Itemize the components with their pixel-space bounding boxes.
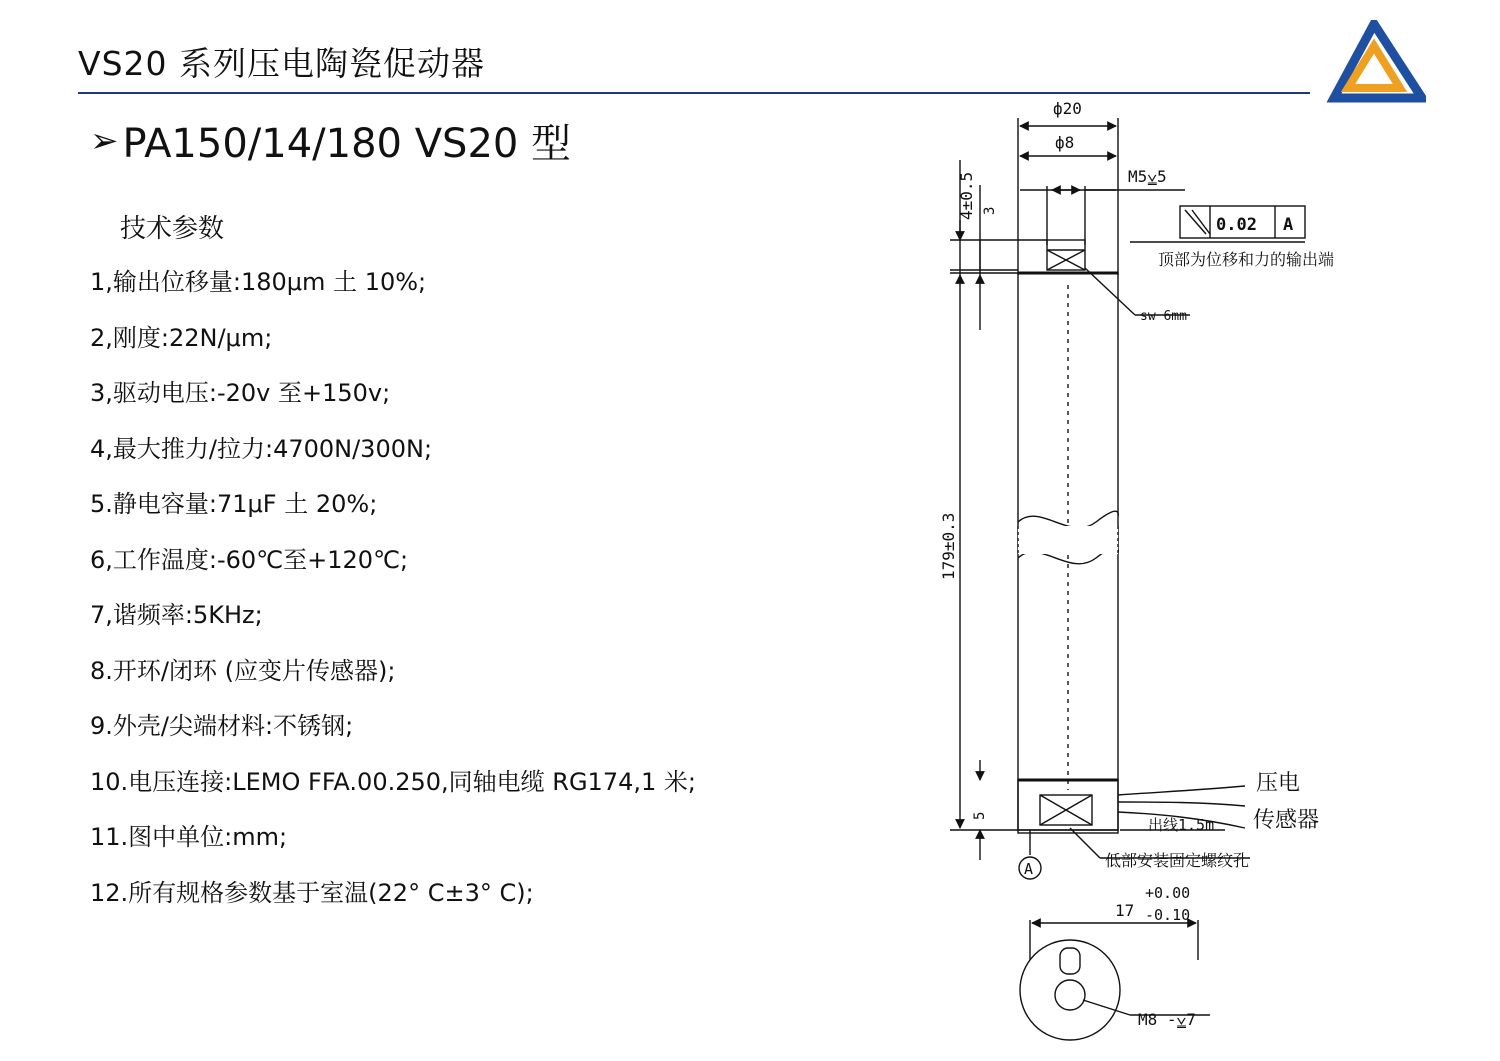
page-title: VS20 系列压电陶瓷促动器 xyxy=(78,44,486,83)
arrow-bullet-icon: ➢ xyxy=(90,120,119,161)
spec-item: 5.静电容量:71μF 土 20%; xyxy=(90,490,378,518)
spec-item: 3,驱动电压:-20v 至+150v; xyxy=(90,379,391,407)
dim-3: 3 xyxy=(982,206,998,215)
dim-5: 5 xyxy=(972,811,988,820)
note-sw: sw 6mm xyxy=(1140,309,1187,324)
note-bottom-thread: 低部安装固定螺纹孔 xyxy=(1105,851,1250,870)
dim-17: 17 xyxy=(1115,901,1135,920)
note-top-output: 顶部为位移和力的输出端 xyxy=(1158,250,1335,269)
dim-m8: M8 -⩣7 xyxy=(1138,1010,1196,1029)
section-title xyxy=(90,112,571,169)
dim-179: 179±0.3 xyxy=(939,512,958,580)
spec-list xyxy=(90,264,696,930)
spec-item: 6,工作温度:-60℃至+120℃; xyxy=(90,545,409,574)
spec-item: 8.开环/闭环 (应变片传感器); xyxy=(90,656,396,685)
dim-phi20: ф20 xyxy=(1053,99,1082,118)
params-heading: 技术参数 xyxy=(120,214,225,244)
model-title: PA150/14/180 VS20 型 xyxy=(122,121,572,167)
datum-a: A xyxy=(1024,860,1034,878)
spec-item: 11.图中单位:mm; xyxy=(90,823,288,851)
dim-4: 4±0.5 xyxy=(957,171,976,220)
spec-item: 7,谐频率:5KHz; xyxy=(90,601,263,629)
note-cable: 出线1.5m xyxy=(1148,816,1215,834)
tolerance-datum: A xyxy=(1283,215,1294,235)
dim-m5: M5⩣5 xyxy=(1128,167,1167,186)
spec-item: 10.电压连接:LEMO FFA.00.250,同轴电缆 RG174,1 米; xyxy=(90,767,696,796)
tolerance-value: 0.02 xyxy=(1216,215,1257,235)
label-piezo: 压电 xyxy=(1256,771,1301,796)
spec-item: 4,最大推力/拉力:4700N/300N; xyxy=(90,434,433,463)
tol-minus: -0.10 xyxy=(1145,906,1191,924)
tol-plus: +0.00 xyxy=(1145,884,1191,902)
label-sensor: 传感器 xyxy=(1253,808,1320,833)
spec-item: 12.所有规格参数基于室温(22° C±3° C); xyxy=(90,878,534,907)
spec-item: 2,刚度:22N/μm; xyxy=(90,323,273,352)
spec-item: 1,输出位移量:180μm 土 10%; xyxy=(90,268,427,296)
dim-phi8: ф8 xyxy=(1055,133,1075,152)
spec-item: 9.外壳/尖端材料:不锈钢; xyxy=(90,712,354,740)
logo-icon xyxy=(1326,20,1426,104)
technical-drawing xyxy=(920,90,1340,1060)
